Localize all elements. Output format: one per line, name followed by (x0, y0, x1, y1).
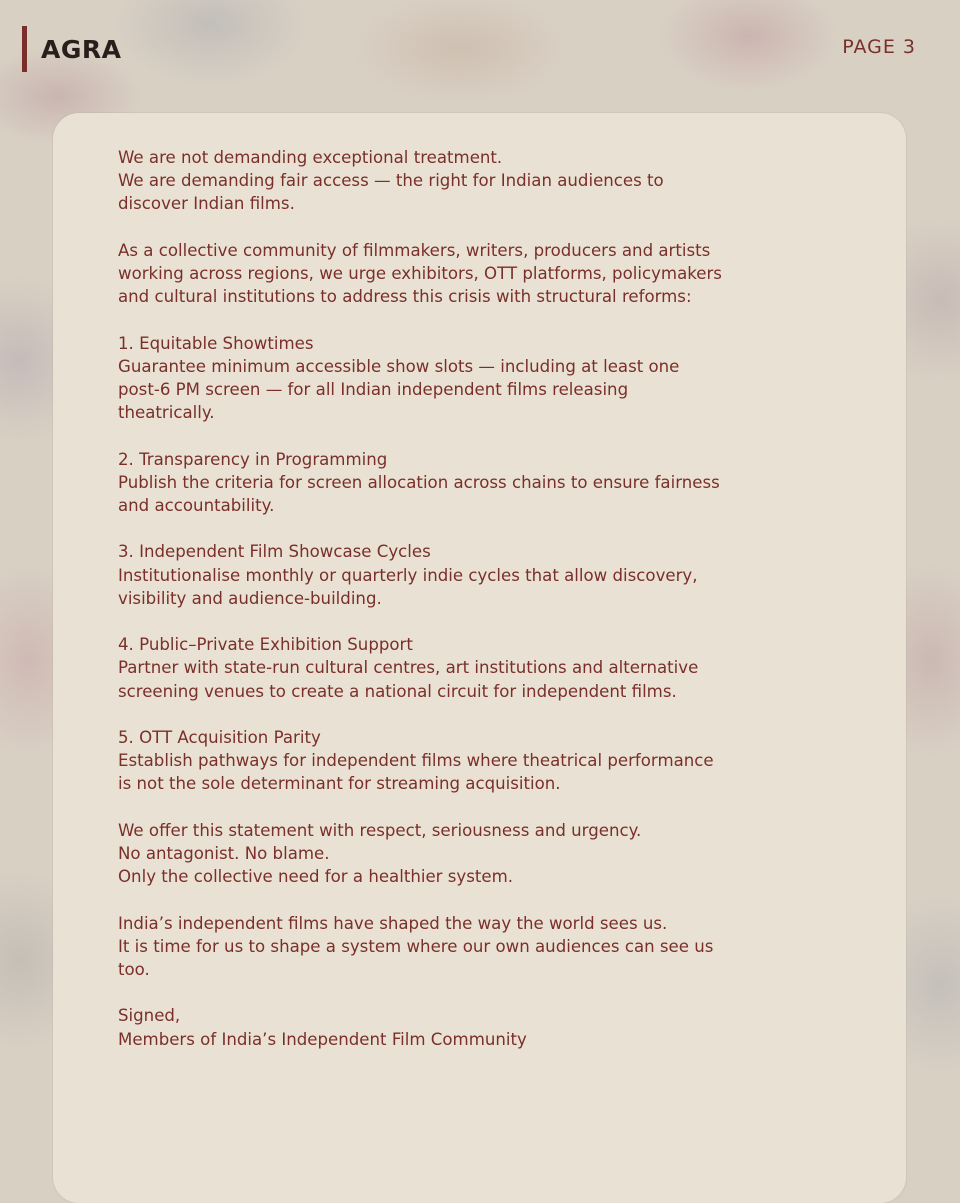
text-line: 3. Independent Film Showcase Cycles (118, 542, 431, 562)
paragraph (118, 540, 838, 610)
text-line: No antagonist. No blame. (118, 843, 330, 863)
text-line: Guarantee minimum accessible show slots — including at least one (118, 356, 680, 376)
text-line: Publish the criteria for screen allocation across chains to ensure fairness (118, 472, 720, 492)
paragraph (118, 819, 838, 889)
text-line: We offer this statement with respect, seriousness and urgency. (118, 820, 642, 840)
text-line: Partner with state-run cultural centres, art institutions and alternative (118, 658, 699, 678)
text-line: We are demanding fair access — the right for Indian audiences to (118, 171, 664, 191)
text-line: Establish pathways for independent films where theatrical performance (118, 751, 714, 771)
paragraph (118, 633, 838, 703)
statement-body (118, 146, 838, 1074)
paragraph (118, 146, 838, 216)
page-header (22, 26, 916, 72)
text-line: Members of India’s Independent Film Community (118, 1029, 527, 1049)
text-line: post-6 PM screen — for all Indian independent films releasing (118, 380, 629, 399)
text-line: India’s independent films have shaped the way the world sees us. (118, 913, 668, 933)
paragraph (118, 912, 838, 982)
text-line: theatrically. (118, 403, 215, 423)
brand-title: AGRA (41, 34, 122, 64)
text-line: It is time for us to shape a system where our own audiences can see us (118, 936, 714, 956)
text-line: too. (118, 959, 150, 979)
text-line: 5. OTT Acquisition Parity (118, 727, 321, 747)
text-line: As a collective community of filmmakers, writers, producers and artists (118, 240, 711, 260)
text-line: We are not demanding exceptional treatment. (118, 148, 503, 167)
text-line: discover Indian films. (118, 194, 295, 214)
text-line: Signed, (118, 1006, 181, 1026)
text-line: screening venues to create a national circuit for independent films. (118, 681, 677, 701)
paragraph (118, 726, 838, 796)
text-line: 4. Public–Private Exhibition Support (118, 635, 413, 655)
text-line: and cultural institutions to address this crisis with structural reforms: (118, 287, 692, 307)
text-line: is not the sole determinant for streaming acquisition. (118, 774, 561, 794)
paragraph (118, 239, 838, 309)
text-line: working across regions, we urge exhibitors, OTT platforms, policymakers (118, 264, 722, 283)
brand (22, 26, 121, 72)
brand-accent-bar (22, 26, 27, 72)
text-line: visibility and audience-building. (118, 588, 382, 608)
paragraph (118, 332, 838, 425)
paragraph (118, 448, 838, 518)
paragraph (118, 1004, 838, 1050)
text-line: Institutionalise monthly or quarterly indie cycles that allow discovery, (118, 565, 698, 585)
text-line: and accountability. (118, 496, 275, 515)
text-line: 1. Equitable Showtimes (118, 333, 314, 353)
page-number: PAGE 3 (842, 36, 916, 58)
text-line: 2. Transparency in Programming (118, 449, 388, 469)
text-line: Only the collective need for a healthier system. (118, 867, 514, 887)
